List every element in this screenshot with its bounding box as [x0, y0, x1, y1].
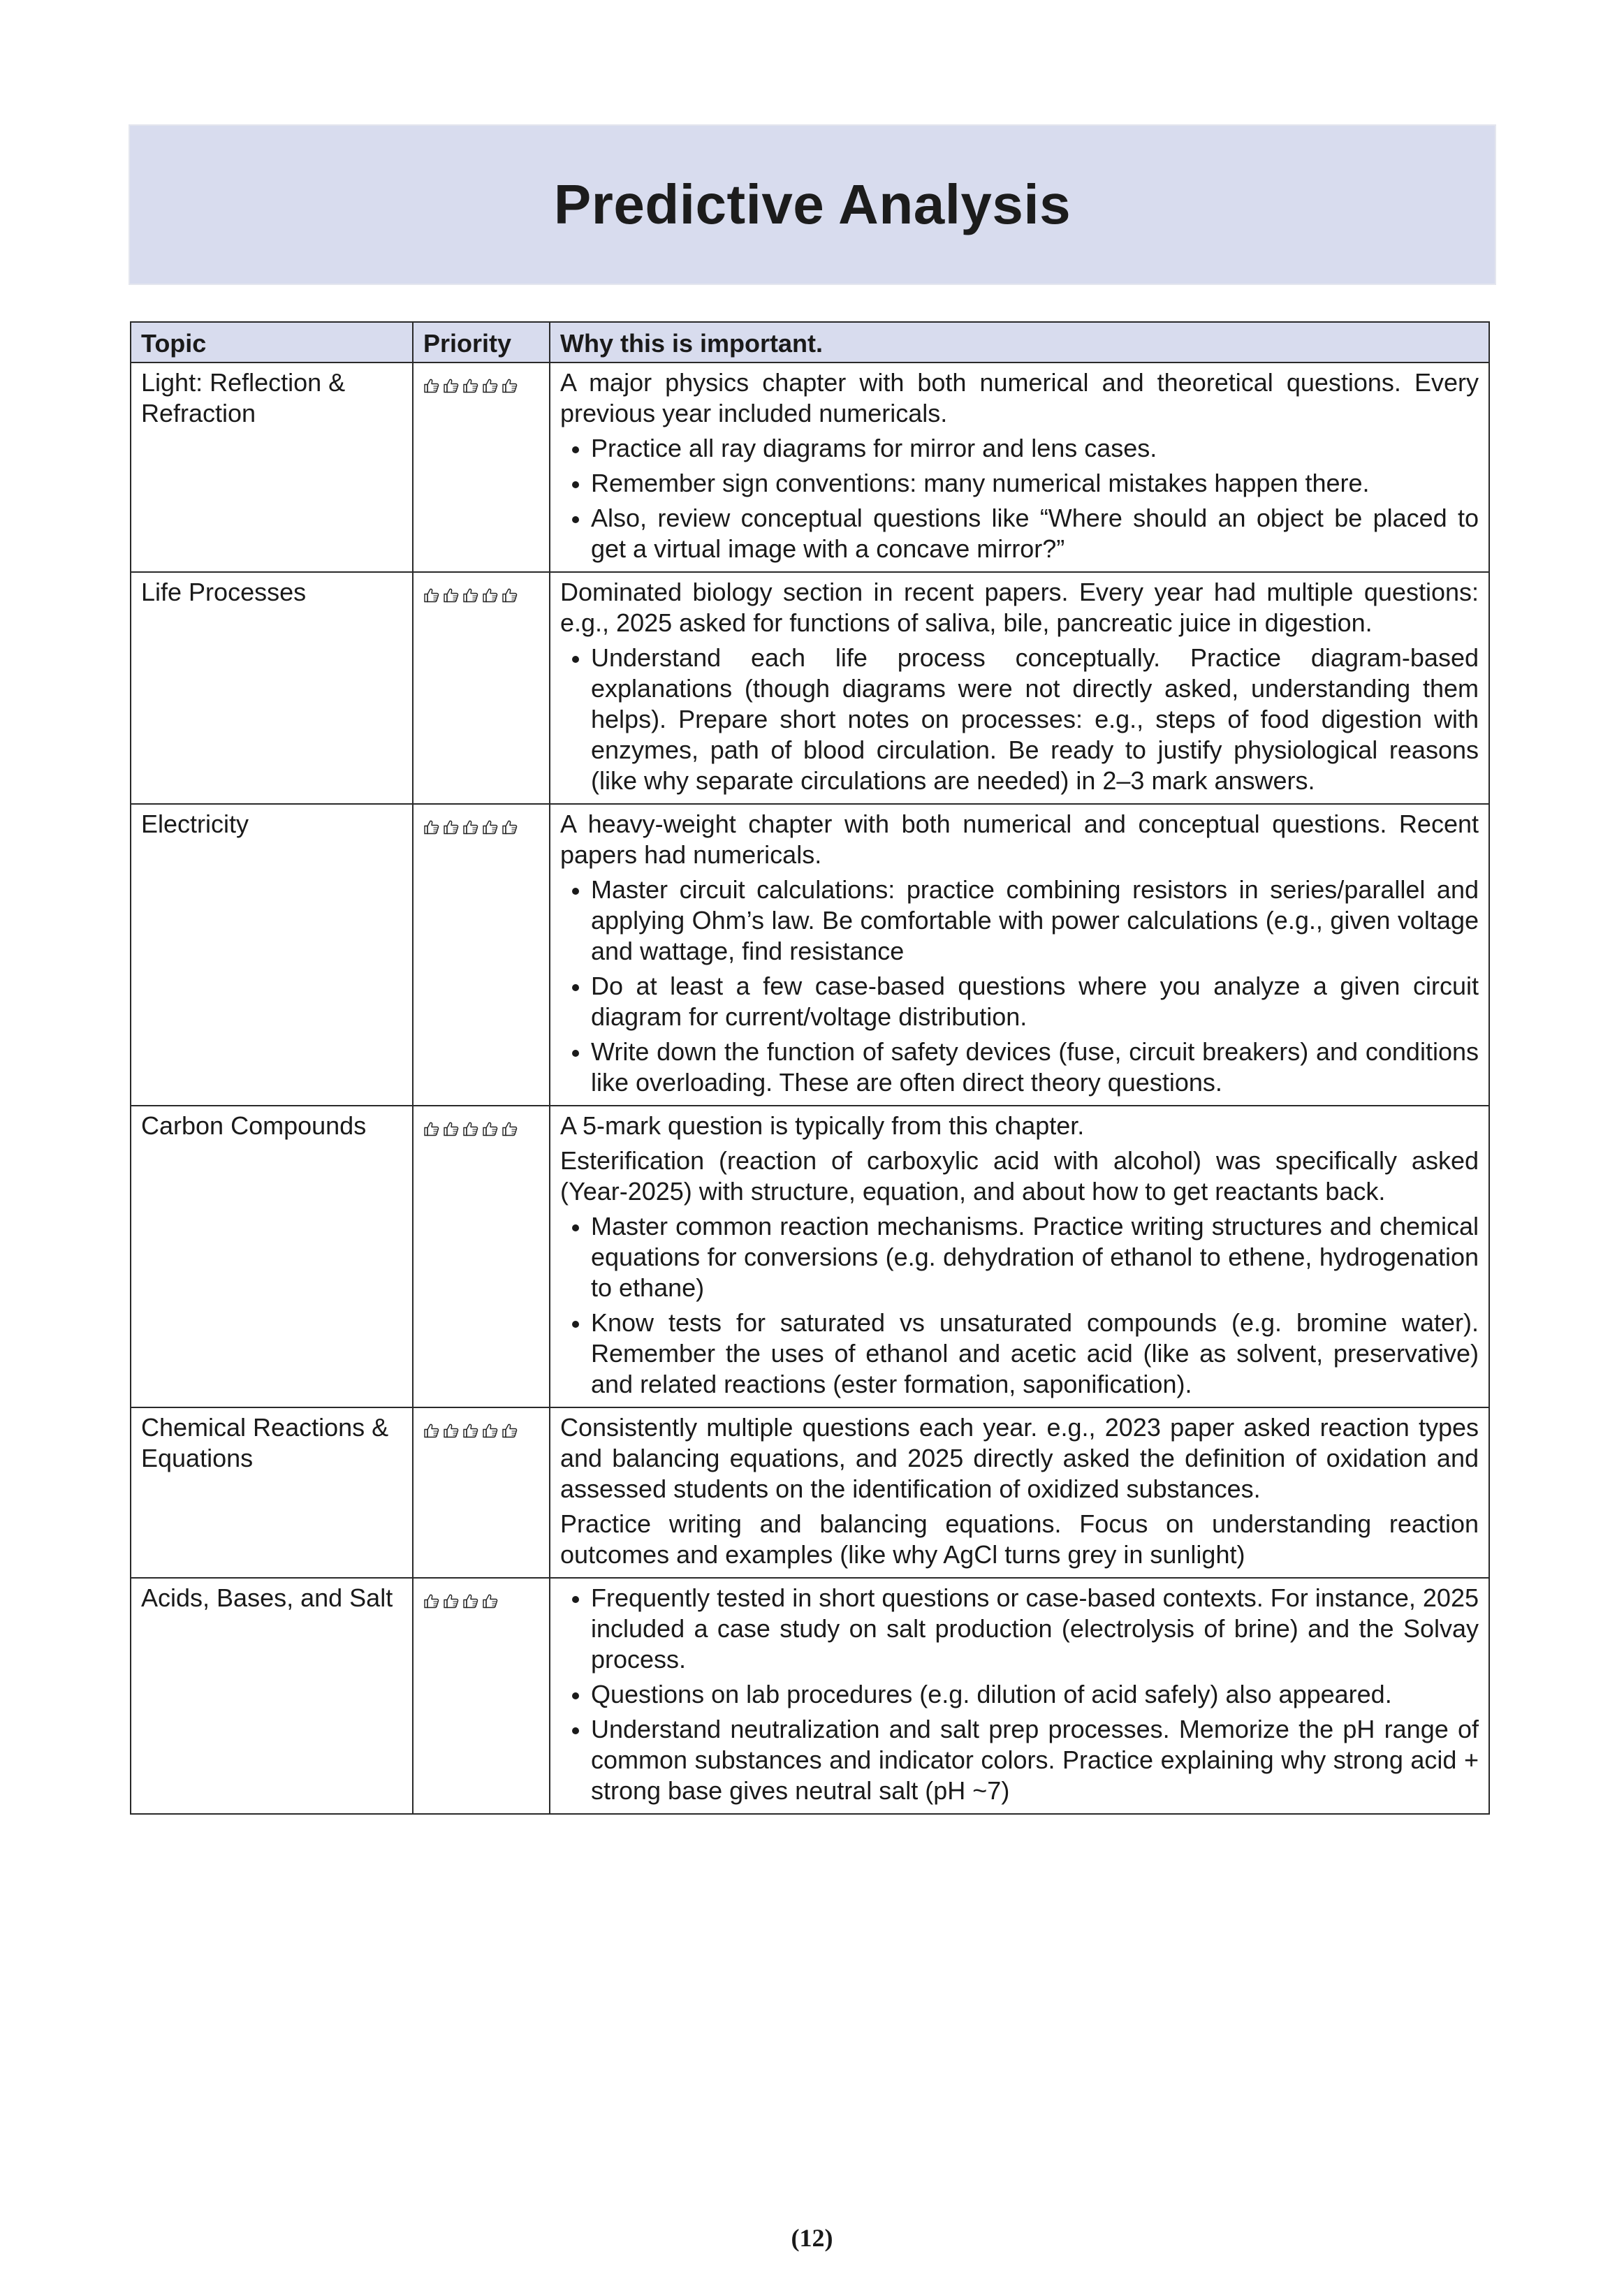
intro-paragraph: Practice writing and balancing equations. Focus on understanding reaction outcomes and examples (like why AgCl turns grey in sunlight) — [560, 1509, 1479, 1569]
table-header-row — [131, 322, 1489, 363]
thumbs-up-icon — [423, 580, 440, 596]
priority-cell — [413, 1106, 550, 1407]
bullet-item: • Know tests for saturated vs unsaturated compounds (e.g. bromine water). Remember the uses of ethanol and acetic acid (like as solvent, preservative) and related reactions (ester formation, saponification). — [591, 1308, 1479, 1400]
thumbs-up-icon — [443, 580, 460, 596]
thumbs-up-icon — [423, 812, 440, 828]
thumbs-up-icon — [443, 1586, 460, 1602]
thumbs-up-icon — [443, 812, 460, 828]
bullet-list — [560, 1211, 1479, 1400]
page-title: Predictive Analysis — [553, 173, 1071, 235]
thumbs-up-icon — [502, 580, 518, 596]
thumbs-up-icon — [462, 370, 479, 387]
table-row — [131, 363, 1489, 572]
bullet-list — [560, 874, 1479, 1098]
bullet-item: • Understand each life process conceptually. Practice diagram-based explanations (though diagrams were not directly asked, understanding them helps). Prepare short notes on processes: e.g., steps of food digestion with enzymes, path of blood circulation. Be ready to justify physiological reasons (like why separate circulations are needed) in 2–3 mark answers. — [591, 643, 1479, 796]
priority-cell — [413, 804, 550, 1106]
bullet-item: • Questions on lab procedures (e.g. dilution of acid safely) also appeared. — [591, 1679, 1479, 1710]
intro-paragraph: A major physics chapter with both numerical and theoretical questions. Every previous year included numericals. — [560, 368, 1479, 427]
thumbs-up-icon — [443, 1415, 460, 1432]
priority-cell — [413, 1407, 550, 1578]
priority-rating — [423, 367, 539, 387]
topic-cell: Light: Reflection & Refraction — [131, 363, 413, 572]
page-number: (12) — [791, 2224, 833, 2252]
topic-cell: Chemical Reactions & Equations — [131, 1407, 413, 1578]
intro-paragraph: A heavy-weight chapter with both numerical and conceptual questions. Recent papers had numericals. — [560, 810, 1479, 869]
thumbs-up-icon — [482, 812, 499, 828]
thumbs-up-icon — [502, 1113, 518, 1130]
intro-paragraph: Consistently multiple questions each year. e.g., 2023 paper asked reaction types and balancing equations, and 2025 directly asked the definition of oxidation and assessed students on the identification of oxidized substances. — [560, 1413, 1479, 1503]
thumbs-up-icon — [423, 1113, 440, 1130]
bullet-item: • Master common reaction mechanisms. Practice writing structures and chemical equations for conversions (e.g. dehydration of ethanol to ethene, hydrogenation to ethane) — [591, 1211, 1479, 1303]
bullet-list — [560, 1583, 1479, 1806]
intro-paragraph: Dominated biology section in recent papers. Every year had multiple questions: e.g., 2025 asked for functions of saliva, bile, pancreatic juice in digestion. — [560, 578, 1479, 637]
priority-cell — [413, 363, 550, 572]
thumbs-up-icon — [482, 580, 499, 596]
why-important-cell — [550, 1578, 1489, 1814]
thumbs-up-icon — [462, 580, 479, 596]
title-banner — [129, 124, 1496, 285]
priority-rating — [423, 577, 539, 596]
thumbs-up-icon — [502, 812, 518, 828]
thumbs-up-icon — [443, 1113, 460, 1130]
intro-paragraph: A 5-mark question is typically from this chapter. — [560, 1111, 1085, 1140]
topic-cell: Life Processes — [131, 572, 413, 804]
table-row — [131, 1407, 1489, 1578]
topic-cell: Electricity — [131, 804, 413, 1106]
table-row — [131, 804, 1489, 1106]
topic-cell: Acids, Bases, and Salt — [131, 1578, 413, 1814]
intro-paragraph: Esterification (reaction of carboxylic acid with alcohol) was specifically asked (Year-2025) with structure, equation, and about how to get reactants back. — [560, 1146, 1479, 1206]
table-row — [131, 1106, 1489, 1407]
priority-cell — [413, 1578, 550, 1814]
thumbs-up-icon — [482, 1113, 499, 1130]
why-important-cell — [550, 1407, 1489, 1578]
priority-cell — [413, 572, 550, 804]
thumbs-up-icon — [462, 1113, 479, 1130]
header-topic: Topic — [131, 322, 413, 363]
bullet-item: • Frequently tested in short questions or case-based contexts. For instance, 2025 included a case study on salt production (electrolysis of brine) and the Solvay process. — [591, 1583, 1479, 1675]
thumbs-up-icon — [443, 370, 460, 387]
header-why: Why this is important. — [550, 322, 1489, 363]
thumbs-up-icon — [502, 1415, 518, 1432]
table-body — [131, 363, 1489, 1814]
thumbs-up-icon — [462, 1415, 479, 1432]
why-important-cell — [550, 572, 1489, 804]
bullet-item: • Do at least a few case-based questions where you analyze a given circuit diagram for current/voltage distribution. — [591, 971, 1479, 1032]
thumbs-up-icon — [423, 1415, 440, 1432]
bullet-item: • Also, review conceptual questions like “Where should an object be placed to get a virtual image with a concave mirror?” — [591, 503, 1479, 564]
thumbs-up-icon — [423, 1586, 440, 1602]
why-important-cell — [550, 804, 1489, 1106]
priority-rating — [423, 1412, 539, 1432]
topic-cell: Carbon Compounds — [131, 1106, 413, 1407]
bullet-item: • Master circuit calculations: practice combining resistors in series/parallel and applying Ohm’s law. Be comfortable with power calculations (e.g., given voltage and wattage, find resistance — [591, 874, 1479, 967]
bullet-item: • Understand neutralization and salt prep processes. Memorize the pH range of common substances and indicator colors. Practice explaining why strong acid + strong base gives neutral salt (pH ~7) — [591, 1714, 1479, 1806]
thumbs-up-icon — [482, 1415, 499, 1432]
thumbs-up-icon — [462, 812, 479, 828]
predictive-analysis-table — [130, 321, 1490, 1815]
header-priority: Priority — [413, 322, 550, 363]
why-important-cell — [550, 1106, 1489, 1407]
bullet-item: • Remember sign conventions: many numerical mistakes happen there. — [591, 468, 1479, 499]
bullet-list — [560, 643, 1479, 796]
bullet-item: • Practice all ray diagrams for mirror and lens cases. — [591, 433, 1479, 464]
priority-rating — [423, 1111, 539, 1130]
bullet-list — [560, 433, 1479, 564]
thumbs-up-icon — [423, 370, 440, 387]
thumbs-up-icon — [482, 370, 499, 387]
thumbs-up-icon — [502, 370, 518, 387]
table-row — [131, 572, 1489, 804]
thumbs-up-icon — [462, 1586, 479, 1602]
thumbs-up-icon — [482, 1586, 499, 1602]
priority-rating — [423, 1583, 539, 1602]
why-important-cell — [550, 363, 1489, 572]
table-row — [131, 1578, 1489, 1814]
priority-rating — [423, 809, 539, 828]
bullet-item: • Write down the function of safety devices (fuse, circuit breakers) and conditions like overloading. These are often direct theory questions. — [591, 1037, 1479, 1098]
